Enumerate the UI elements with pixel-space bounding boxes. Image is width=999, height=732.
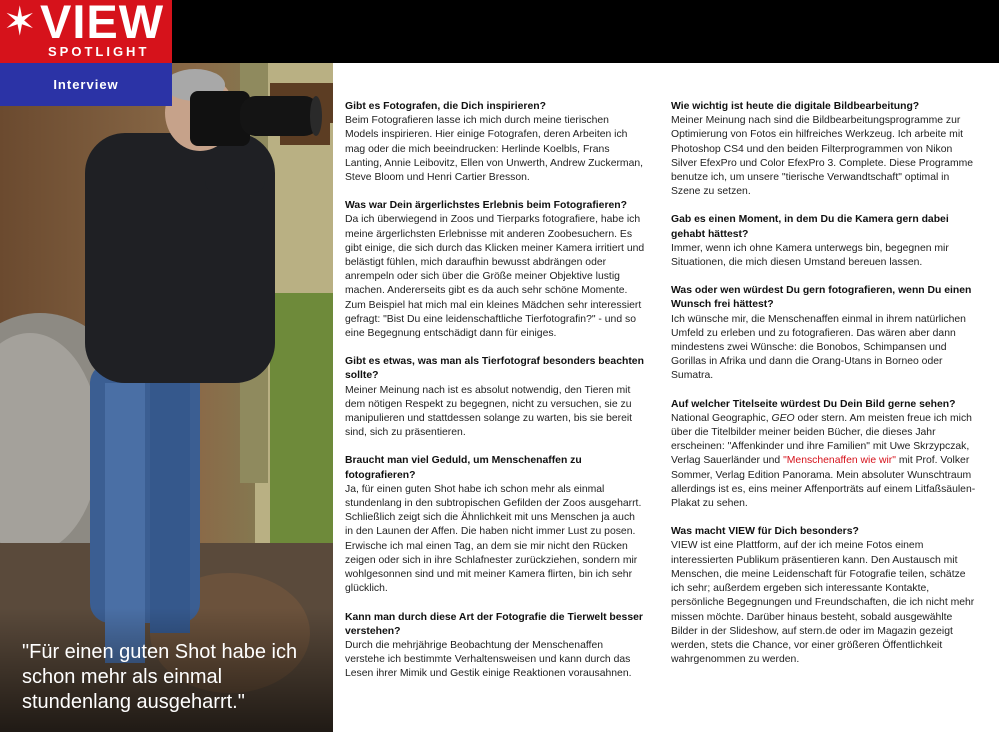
answer: Ich wünsche mir, die Menschenaffen einmal in ihrem natürlichen Umfeld zu erleben und zu fotografieren. Das wären aber dann mindestens zwei Wünsche: die Bonobos, Schimpansen und Gorillas in Afrika und dann die Orang-Utans in Borneo oder Sumatra. xyxy=(671,313,966,382)
section-tab-interview[interactable] xyxy=(0,63,172,106)
question: Gab es einen Moment, in dem Du die Kamera gern dabei gehabt hättest? xyxy=(671,214,949,240)
answer-text: oder stern. Am meisten freue ich mich über die Titelbilder meiner beiden Bücher, die dieses Jahr erscheinen: "Affenkinder und ihre Familien" mit Uwe Skrzypczak, Verlag Sauerländer und xyxy=(671,412,972,467)
article-column-2 xyxy=(671,100,981,681)
magazine-name: GEO xyxy=(771,412,795,424)
answer: Beim Fotografieren lasse ich mich durch meine tierischen Models inspirieren. Hier einige Fotografen, deren Arbeiten ich mag oder die mich beeindrucken: Herlinde Koelbls, Frans Lanting, Annie Leibovitz, Ellen von Unwerth, Andrew Zuckerman, Steve Bloom und Henri Cartier Bresson. xyxy=(345,115,644,184)
answer: Ja, für einen guten Shot habe ich schon mehr als einmal stundenlang in den subtropischen Gefilden der Zoos ausgeharrt. Schließlich zeigt sich die Ähnlichkeit mit uns Menschen ja auch in den Launen der Affen. Die haben nicht immer Lust zu posen. Erwische ich mal einen Tag, an dem sie mir nicht den Rücken zeigen oder sich in ihre Schlafnester zurückziehen, sondern mir wohlgesonnen sind und mit meiner Kamera flirten, bin ich sehr glücklich. xyxy=(345,483,642,595)
view-spotlight-logo[interactable] xyxy=(0,0,172,63)
logo-subtitle: SPOTLIGHT xyxy=(48,44,150,59)
logo-text: VIEW xyxy=(40,0,165,48)
article-column-1 xyxy=(345,100,645,696)
photographer-photo xyxy=(0,63,333,732)
qa-item xyxy=(345,100,645,185)
question: Was war Dein ärgerlichstes Erlebnis beim Fotografieren? xyxy=(345,200,627,212)
answer-text: National Geographic, xyxy=(671,412,772,424)
qa-item xyxy=(671,284,981,383)
question: Braucht man viel Geduld, um Menschenaffen zu fotografieren? xyxy=(345,455,582,481)
pull-quote: "Für einen guten Shot habe ich schon mehr als einmal stundenlang ausgeharrt." xyxy=(22,641,298,713)
answer: Immer, wenn ich ohne Kamera unterwegs bin, begegnen mir Situationen, die mich diesen Umstand bereuen lassen. xyxy=(671,242,949,269)
answer: Da ich überwiegend in Zoos und Tierparks fotografiere, habe ich meine ärgerlichsten Erlebnisse mit anderen Zoobesuchern. Es gibt einige, die sich durch das Klicken meiner Kamera irritiert und belästigt fühlen, mich daraufhin bewusst abdrängen oder anrempeln oder sich über die Größe meiner Objektive lustig machen. Andererseits gibt es da auch sehr schöne Momente. Zum Beispiel hat mich mal ein kleines Mädchen sehr interessiert gefragt: "Bist Du eine leidenschaftliche Tierfotografin?" - und so eine Begegnung entschädigt dann für einiges. xyxy=(345,214,645,340)
question: Wie wichtig ist heute die digitale Bildbearbeitung? xyxy=(671,101,920,112)
qa-item xyxy=(671,100,981,199)
qa-item xyxy=(345,454,645,596)
question: Gibt es etwas, was man als Tierfotograf besonders beachten sollte? xyxy=(345,356,644,382)
book-link[interactable]: "Menschenaffen wie wir" xyxy=(783,455,896,467)
qa-item xyxy=(345,611,645,682)
answer: Meiner Meinung nach ist es absolut notwendig, den Tieren mit dem nötigen Respekt zu begegnen, nicht zu versuchen, sie zu manipulieren und stattdessen solange zu warten, bis sie bereit sind, sich zu präsentieren. xyxy=(345,384,633,439)
qa-item xyxy=(671,398,981,512)
question: Was oder wen würdest Du gern fotografieren, wenn Du einen Wunsch frei hättest? xyxy=(671,285,972,311)
answer: VIEW ist eine Plattform, auf der ich meine Fotos einem interessierten Publikum präsentieren kann. Den Austausch mit Menschen, die meine Leidenschaft für Fotografie teilen, schätze ich sehr; außerdem ergeben sich interessante Kontakte, persönliche Begegnungen und Freundschaften, die ich nicht mehr missen möchte. Darüber hinaus besteht, sobald ausgewählte Bilder in der Slideshow, auf stern.de oder im Magazin gezeigt werden, stets die Chance, vor einer größeren Öffentlichkeit wahrgenommen zu werden. xyxy=(671,540,975,666)
question: Was macht VIEW für Dich besonders? xyxy=(671,526,859,538)
answer xyxy=(671,412,981,511)
question: Kann man durch diese Art der Fotografie die Tierwelt besser verstehen? xyxy=(345,611,643,637)
answer: Meiner Meinung nach sind die Bildbearbeitungsprogramme zur Optimierung von Fotos ein hilfreiches Werkzeug. Ich arbeite mit Photoshop CS4 und den beiden Filterprogrammen von Nikon Silver EfexPro und Color EfexPro 3. Complete. Diese Programme benutze ich, um unsere "tierische Verwandtschaft" optimal in Szene zu setzen. xyxy=(671,115,974,198)
question: Gibt es Fotografen, die Dich inspirieren? xyxy=(345,101,546,112)
question: Auf welcher Titelseite würdest Du Dein Bild gerne sehen? xyxy=(671,398,956,410)
star-icon: ✶ xyxy=(3,0,37,44)
answer-text: mit Prof. Volker Sommer, Verlag Edition Panorama. Mein absoluter Wunschtraum allerdings ist es, eins meiner Affenporträts auf einem Litfaßsäulen-Plakat zu sehen. xyxy=(671,455,976,510)
qa-item xyxy=(345,199,645,341)
qa-item xyxy=(345,355,645,440)
qa-item xyxy=(671,525,981,667)
section-tab-label: Interview xyxy=(53,77,119,92)
answer: Durch die mehrjährige Beobachtung der Menschenaffen verstehe ich bestimmte Verhaltensweisen und kann durch das Lesen ihrer Mimik und Gestik einige Reaktionen vorausahnen. xyxy=(345,639,632,680)
qa-item xyxy=(671,213,981,270)
